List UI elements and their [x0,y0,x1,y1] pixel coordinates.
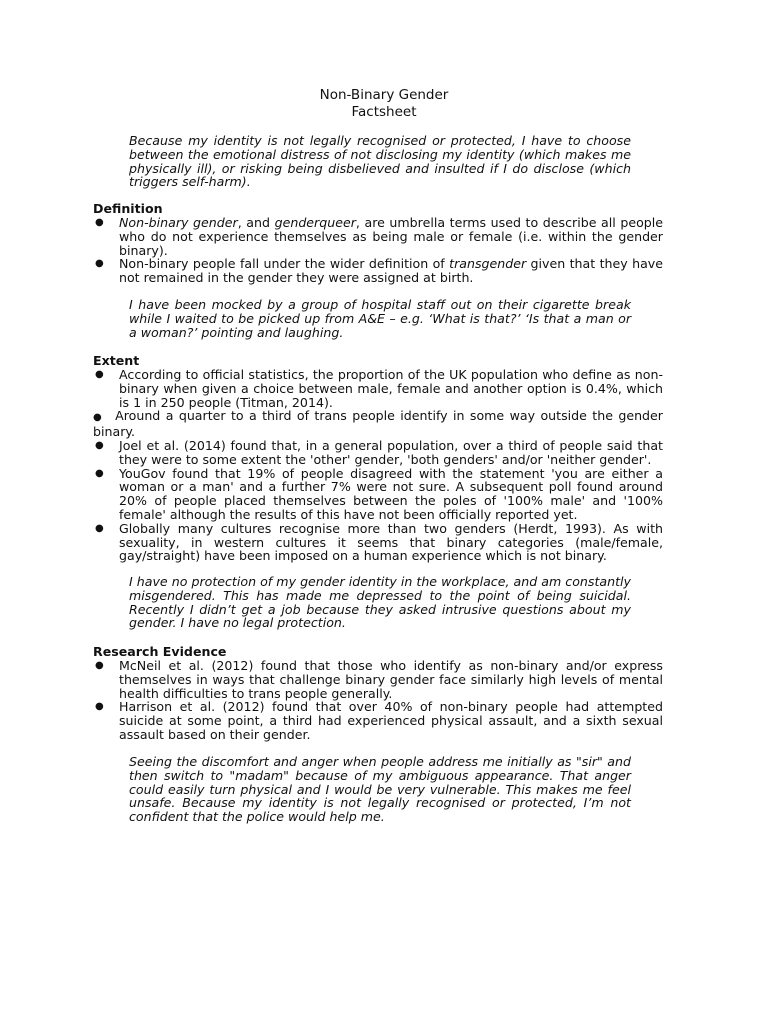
list-item [93,216,663,257]
quote-1: Because my identity is not legally recognised or protected, I have to choose between the emotional distress of not disclosing my identity (which makes me physically ill), or risking being disbelieved and insulted if I do disclose (which triggers self-harm). [129,133,631,190]
research-heading: Research Evidence [93,644,227,659]
list-item-text: Joel et al. (2014) found that, in a general population, over a third of people said that they were to some extent the 'other' gender, 'both genders' and/or 'neither gender'. [119,437,663,467]
list-item [93,368,663,409]
list-item [93,257,663,285]
title-block [0,87,768,121]
definition-list [93,216,663,285]
bullet-icon: ● [93,412,104,424]
document-title: Non-Binary Gender [319,87,449,103]
bullet-icon: ● [95,258,104,270]
list-item-text: Harrison et al. (2012) found that over 40% of non-binary people had attempted suicide at some point, a third had experienced physical assault, and a sixth sexual assault based on their gender. [119,699,663,742]
list-item-text: McNeil et al. (2012) found that those who identify as non-binary and/or express themselves in ways that challenge binary gender face similarly high levels of mental health difficulties to trans people generally. [119,658,663,701]
term-non-binary: Non-binary gender [119,215,238,230]
document-subtitle: Factsheet [351,104,417,120]
bullet-icon: ● [95,522,104,534]
list-item [93,439,663,467]
bullet-icon: ● [95,467,104,479]
quote-4: Seeing the discomfort and anger when people address me initially as "sir" and then switch to "madam" because of my ambiguous appearance. That anger could easily turn physical and I would be very vulnerable. This makes me feel unsafe. Because my identity is not legally recognised or protected, I’m not confident that the police would help me. [129,754,631,825]
text-fragment: , and [237,215,275,230]
extent-heading: Extent [93,353,140,368]
bullet-icon: ● [95,369,104,380]
bullet-icon: ● [95,701,104,713]
bullet-icon: ● [95,439,104,451]
text-fragment: , are umbrella terms used to describe all people who do not experience themselves as being male or female (i.e. within the gender binary). [119,215,664,258]
list-item-text: YouGov found that 19% of people disagreed with the statement 'you are either a woman or a man' and a further 7% were not sure. A subsequent poll found around 20% of people placed themselves between the poles of '100% male' and '100% female' although the results of this have not been officially reported yet. [119,465,663,522]
list-item [93,700,663,741]
definition-heading: Definition [93,201,163,216]
list-item [93,409,663,439]
extent-list [93,368,663,563]
quote-2: I have been mocked by a group of hospital staff out on their cigarette break while I waited to be picked up from A&E – e.g. ‘What is that?’ ‘Is that a man or a woman?’ pointing and laughing. [129,297,631,340]
list-item-text: According to official statistics, the proportion of the UK population who define as non-binary when given a choice between male, female and another option is 0.4%, which is 1 in 250 people (Titman, 2014). [119,367,663,410]
quote-3: I have no protection of my gender identity in the workplace, and am constantly misgendered. This has made me depressed to the point of being suicidal. Recently I didn’t get a job because they asked intrusive questions about my gender. I have no legal protection. [129,574,631,631]
text-fragment: Non-binary people fall under the wider definition of [119,256,450,272]
list-item [93,522,663,563]
text-fragment: given that they have not remained in the gender they were assigned at birth. [119,256,663,286]
list-item-text: Around a quarter to a third of trans people identify in some way outside the gender binary. [93,408,663,440]
term-transgender: transgender [449,256,527,272]
list-item [93,467,663,522]
research-list [93,659,663,742]
list-item-text: Globally many cultures recognise more than two genders (Herdt, 1993). As with sexuality, in western cultures it seems that binary categories (male/female, gay/straight) have been imposed on a human experience which is not binary. [119,520,663,564]
bullet-icon: ● [95,660,104,671]
bullet-icon: ● [95,217,104,228]
term-genderqueer: genderqueer [274,215,356,230]
list-item [93,659,663,700]
